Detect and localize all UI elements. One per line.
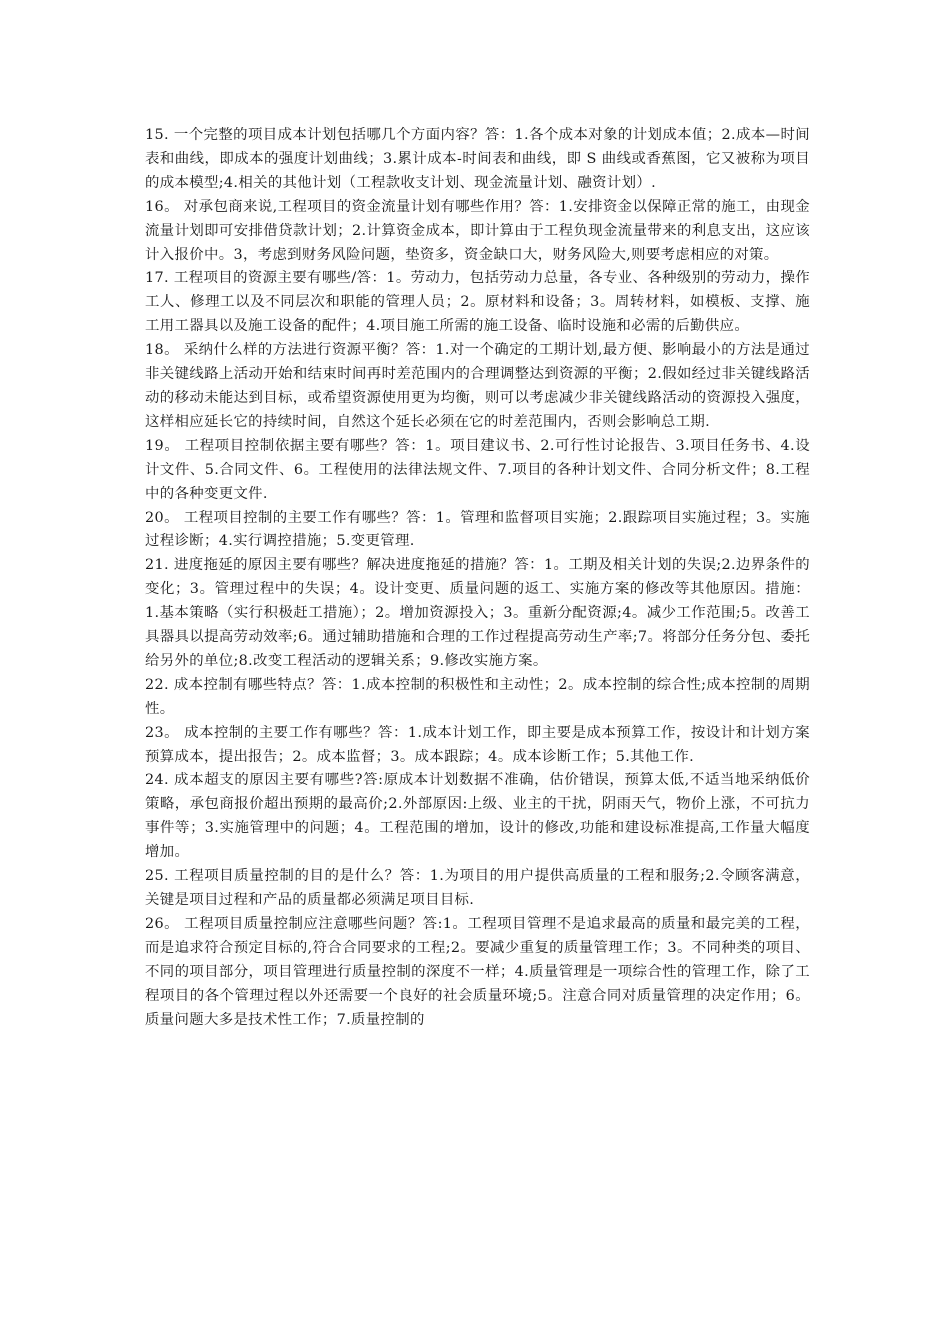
paragraph-q18: 18。 采纳什么样的方法进行资源平衡？答：1.对一个确定的工期计划,最方便、影响最小的方法是通过非关键线路上活动开始和结束时间再时差范围内的合理调整达到资源的平衡；2.假如经过非关键线路活动的移动未能达到目标，或希望资源使用更为均衡，则可以考虑减少非关键线路活动的资源投入强度，这样相应延长它的持续时间，自然这个延长必须在它的时差范围内，否则会影响总工期. xyxy=(145,342,810,430)
document-body xyxy=(145,124,810,1032)
paragraph-q25: 25. 工程项目质量控制的目的是什么？答：1.为项目的用户提供高质量的工程和服务;2.令顾客满意，关键是项目过程和产品的质量都必须满足项目目标. xyxy=(145,868,810,908)
paragraph-q21: 21. 进度拖延的原因主要有哪些？解决进度拖延的措施？答：1。工期及相关计划的失误;2.边界条件的变化；3。管理过程中的失误；4。设计变更、质量问题的返工、实施方案的修改等其他原因。措施：1.基本策略（实行积极赶工措施）；2。增加资源投入；3。重新分配资源;4。减少工作范围;5。改善工具器具以提高劳动效率;6。通过辅助措施和合理的工作过程提高劳动生产率;7。将部分任务分包、委托给另外的单位;8.改变工程活动的逻辑关系；9.修改实施方案。 xyxy=(145,557,810,669)
paragraph-q17: 17. 工程项目的资源主要有哪些/答：1。劳动力，包括劳动力总量，各专业、各种级别的劳动力，操作工人、修理工以及不同层次和职能的管理人员；2。原材料和设备；3。周转材料，如模板、支撑、施工用工器具以及施工设备的配件；4.项目施工所需的施工设备、临时设施和必需的后勤供应。 xyxy=(145,270,810,335)
paragraph-q22: 22. 成本控制有哪些特点？答：1.成本控制的积极性和主动性；2。成本控制的综合性;成本控制的周期性。 xyxy=(145,676,810,717)
paragraph-q16: 16。 对承包商来说,工程项目的资金流量计划有哪些作用？答：1.安排资金以保障正常的施工，由现金流量计划即可安排借贷款计划；2.计算资金成本，即计算由于工程负现金流量带来的利息支出，这应该计入报价中。3，考虑到财务风险问题，垫资多，资金缺口大，财务风险大,则要考虑相应的对策。 xyxy=(145,198,810,263)
paragraph-q23: 23。 成本控制的主要工作有哪些？答：1.成本计划工作，即主要是成本预算工作，按设计和计划方案预算成本，提出报告；2。成本监督；3。成本跟踪；4。成本诊断工作；5.其他工作. xyxy=(145,724,810,765)
paragraph-q15: 15. 一个完整的项目成本计划包括哪几个方面内容？答：1.各个成本对象的计划成本值；2.成本—时间表和曲线，即成本的强度计划曲线；3.累计成本-时间表和曲线，即 S 曲线或香蕉图，它又被称为项目的成本模型;4.相关的其他计划（工程款收支计划、现金流量计划、融资计划）. xyxy=(145,127,810,191)
paragraph-q19: 19。 工程项目控制依据主要有哪些？答：1。项目建议书、2.可行性讨论报告、3.项目任务书、4.设计文件、5.合同文件、6。工程使用的法律法规文件、7.项目的各种计划文件、合同分析文件；8.工程中的各种变更文件. xyxy=(145,437,810,502)
paragraph-q26: 26。 工程项目质量控制应注意哪些问题？答:1。工程项目管理不是追求最高的质量和最完美的工程，而是追求符合预定目标的,符合合同要求的工程;2。要减少重复的质量管理工作；3。不同种类的项目、不同的项目部分，项目管理进行质量控制的深度不一样；4.质量管理是一项综合性的管理工作，除了工程项目的各个管理过程以外还需要一个良好的社会质量环境;5。注意合同对质量管理的决定作用；6。质量问题大多是技术性工作；7.质量控制的 xyxy=(145,915,810,1028)
paragraph-q24: 24. 成本超支的原因主要有哪些?答:原成本计划数据不准确，估价错误，预算太低,不适当地采纳低价策略，承包商报价超出预期的最高价;2.外部原因:上级、业主的干扰，阴雨天气，物价上涨，不可抗力事件等；3.实施管理中的问题；4。工程范围的增加，设计的修改,功能和建设标准提高,工作量大幅度增加。 xyxy=(145,772,810,861)
paragraph-q20: 20。 工程项目控制的主要工作有哪些？答：1。管理和监督项目实施；2.跟踪项目实施过程；3。实施过程诊断；4.实行调控措施；5.变更管理. xyxy=(145,509,810,550)
